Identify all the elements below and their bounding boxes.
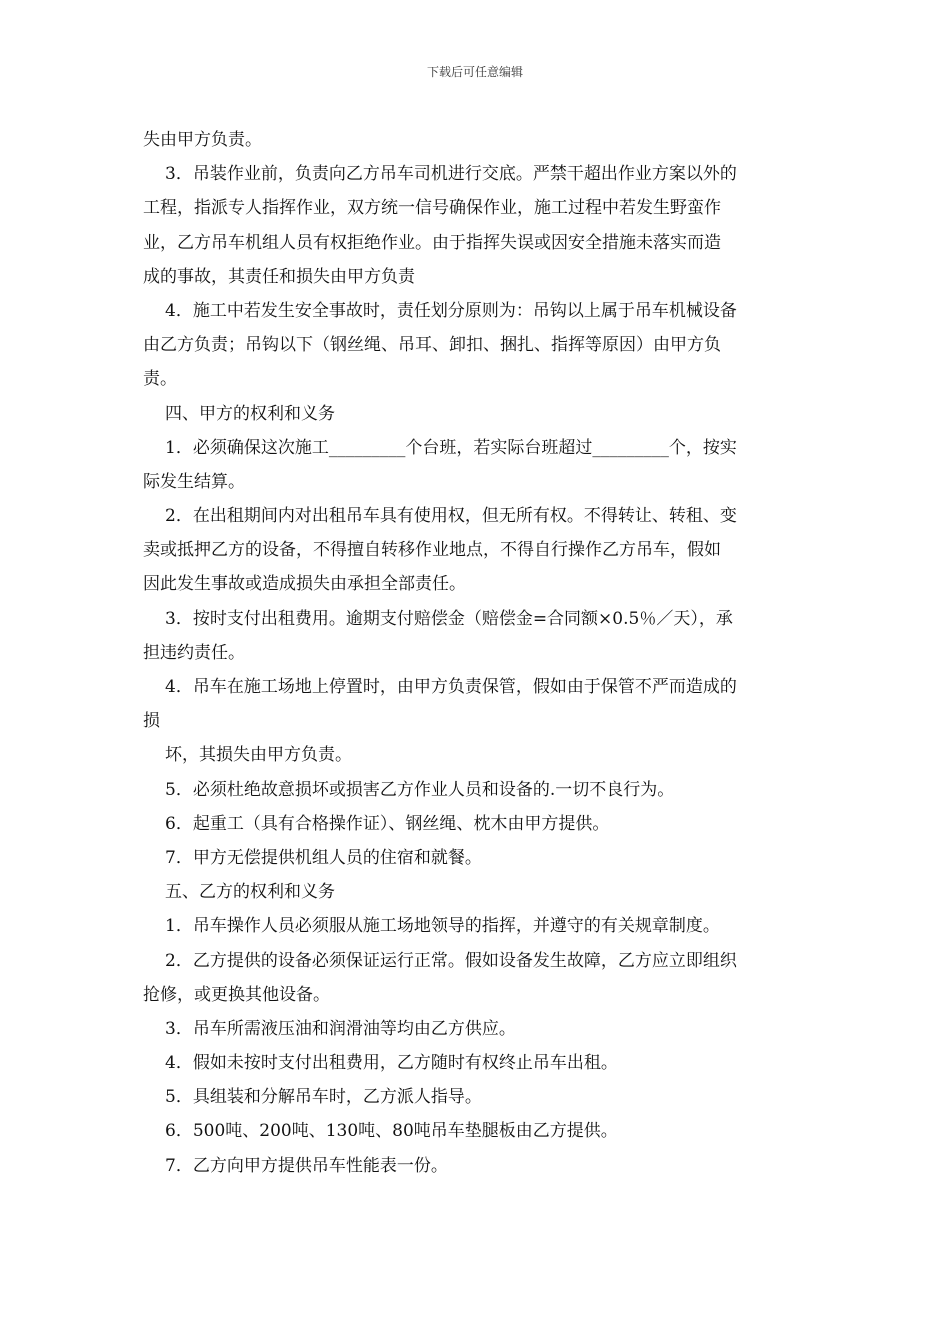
text-line: 损 xyxy=(143,711,160,732)
text-line: 3．按时支付出租费用。逾期支付赔偿金（赔偿金=合同额×0.5％／天），承 xyxy=(165,608,733,629)
text-line: 7．甲方无偿提供机组人员的住宿和就餐。 xyxy=(165,847,482,868)
text-line: 坏，其损失由甲方负责。 xyxy=(165,745,352,766)
text-line: 1．必须确保这次施工_________个台班，若实际台班超过_________个，按实 xyxy=(165,437,737,458)
text-line: 1．吊车操作人员必须服从施工场地领导的指挥，并遵守的有关规章制度。 xyxy=(165,916,720,937)
text-line: 6．500吨、200吨、130吨、80吨吊车垫腿板由乙方提供。 xyxy=(165,1121,618,1142)
text-line: 3．吊车所需液压油和润滑油等均由乙方供应。 xyxy=(165,1018,516,1039)
text-line: 6．起重工（具有合格操作证）、钢丝绳、枕木由甲方提供。 xyxy=(165,813,610,834)
text-line: 业，乙方吊车机组人员有权拒绝作业。由于指挥失误或因安全措施未落实而造 xyxy=(143,232,721,253)
text-line: 5．具组装和分解吊车时，乙方派人指导。 xyxy=(165,1087,482,1108)
text-line: 4．施工中若发生安全事故时，责任划分原则为：吊钩以上属于吊车机械设备 xyxy=(165,300,737,321)
text-line: 2．乙方提供的设备必须保证运行正常。假如设备发生故障，乙方应立即组织 xyxy=(165,950,737,971)
text-line: 4．假如未按时支付出租费用，乙方随时有权终止吊车出租。 xyxy=(165,1053,618,1074)
text-line: 由乙方负责；吊钩以下（钢丝绳、吊耳、卸扣、捆扎、指挥等原因）由甲方负 xyxy=(143,335,721,356)
text-line: 成的事故，其责任和损失由甲方负责 xyxy=(143,266,415,287)
text-line: 2．在出租期间内对出租吊车具有使用权，但无所有权。不得转让、转租、变 xyxy=(165,506,737,527)
text-line: 四、甲方的权利和义务 xyxy=(165,403,335,424)
text-line: 担违约责任。 xyxy=(143,642,245,663)
text-line: 7．乙方向甲方提供吊车性能表一份。 xyxy=(165,1155,448,1176)
text-line: 工程，指派专人指挥作业，双方统一信号确保作业，施工过程中若发生野蛮作 xyxy=(143,198,721,219)
text-line: 3．吊装作业前，负责向乙方吊车司机进行交底。严禁干超出作业方案以外的 xyxy=(165,164,737,185)
text-line: 因此发生事故或造成损失由承担全部责任。 xyxy=(143,574,466,595)
text-line: 抢修，或更换其他设备。 xyxy=(143,984,330,1005)
text-line: 责。 xyxy=(143,369,177,390)
text-line: 际发生结算。 xyxy=(143,471,245,492)
text-line: 卖或抵押乙方的设备，不得擅自转移作业地点，不得自行操作乙方吊车，假如 xyxy=(143,540,721,561)
text-line: 5．必须杜绝故意损坏或损害乙方作业人员和设备的.一切不良行为。 xyxy=(165,779,675,800)
page-header: 下载后可任意编辑 xyxy=(426,65,523,79)
text-line: 4．吊车在施工场地上停置时，由甲方负责保管，假如由于保管不严而造成的 xyxy=(165,677,737,697)
text-line: 五、乙方的权利和义务 xyxy=(165,882,335,903)
text-line: 失由甲方负责。 xyxy=(143,130,262,150)
document-body xyxy=(143,123,807,1183)
